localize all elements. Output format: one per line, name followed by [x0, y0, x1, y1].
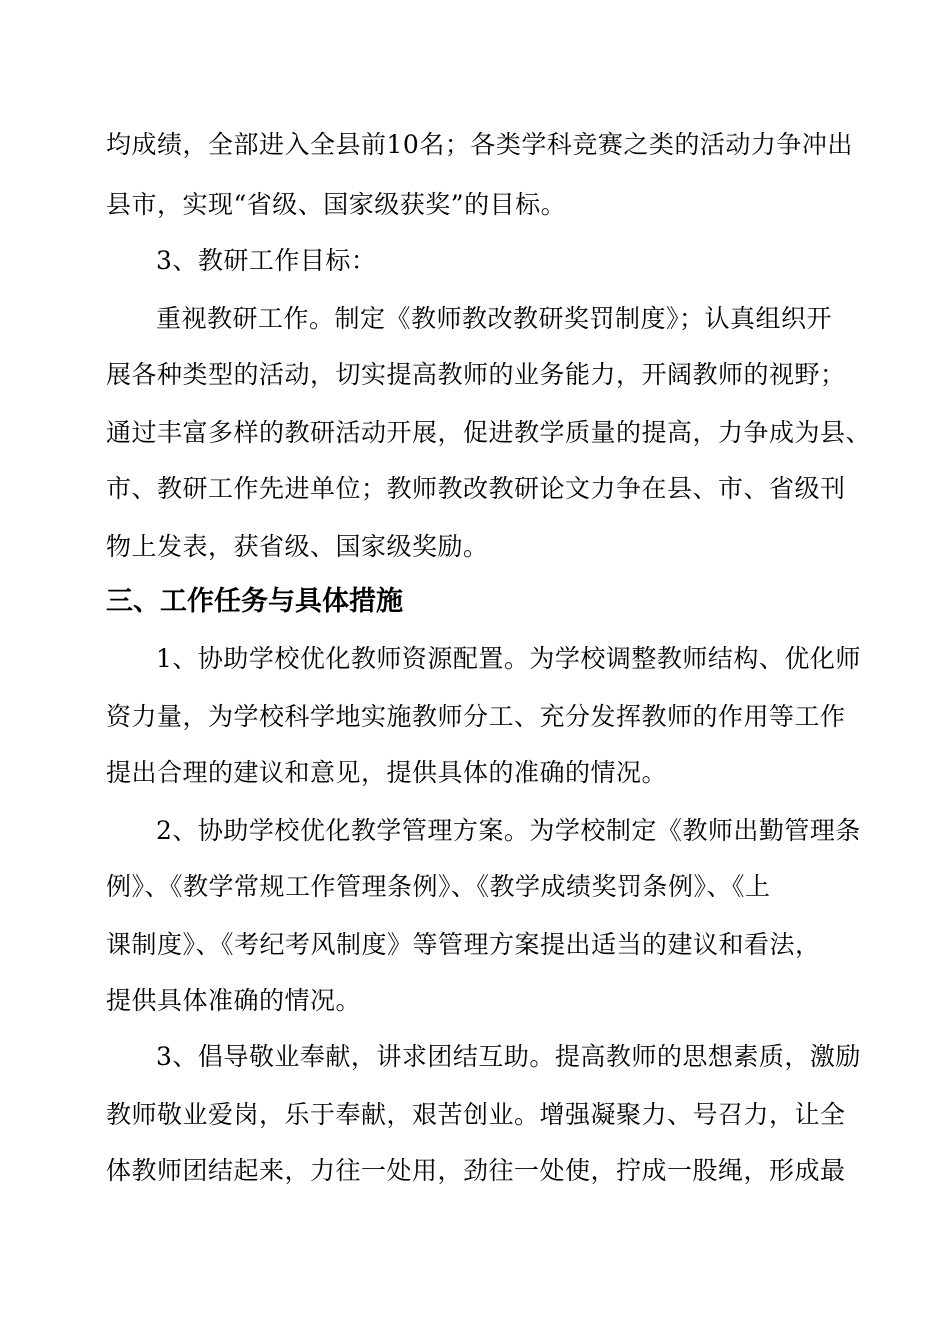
task3-line-3: 体教师团结起来，力往一处用，劲往一处使，拧成一股绳，形成最 [106, 1156, 846, 1185]
intro-line-2: 县市，实现“省级、国家级获奖”的目标。 [106, 190, 567, 219]
section-heading: 三、工作任务与具体措施 [106, 586, 403, 617]
task3-line-2: 教师敬业爱岗，乐于奉献，艰苦创业。增强凝聚力、号召力，让全 [106, 1100, 846, 1129]
task1-line-1: 1、协助学校优化教师资源配置。为学校调整教师结构、优化师 [156, 644, 861, 673]
task2-line-3: 课制度》、《考纪考风制度》等管理方案提出适当的建议和看法， [106, 930, 821, 959]
task1-line-2: 资力量，为学校科学地实施教师分工、充分发挥教师的作用等工作 [106, 702, 846, 731]
task2-line-4: 提供具体准确的情况。 [106, 986, 362, 1015]
research-line-1: 重视教研工作。制定《教师教改教研奖罚制度》；认真组织开 [156, 304, 833, 333]
task2-line-2: 例》、《教学常规工作管理条例》、《教学成绩奖罚条例》、《上 [106, 872, 771, 901]
research-line-2: 展各种类型的活动，切实提高教师的业务能力，开阔教师的视野； [106, 360, 846, 389]
research-line-5: 物上发表，获省级、国家级奖励。 [106, 532, 489, 561]
research-line-3: 通过丰富多样的教研活动开展，促进教学质量的提高，力争成为县、 [106, 418, 872, 447]
task1-line-3: 提出合理的建议和意见，提供具体的准确的情况。 [106, 758, 668, 787]
research-line-4: 市、教研工作先进单位；教师教改教研论文力争在县、市、省级刊 [106, 474, 846, 503]
intro-line-1: 均成绩，全部进入全县前10名；各类学科竞赛之类的活动力争冲出 [106, 130, 853, 159]
subsection-title: 3、教研工作目标： [156, 246, 377, 275]
task3-line-1: 3、倡导敬业奉献，讲求团结互助。提高教师的思想素质，激励 [156, 1042, 861, 1071]
task2-line-1: 2、协助学校优化教学管理方案。为学校制定《教师出勤管理条 [156, 816, 861, 845]
